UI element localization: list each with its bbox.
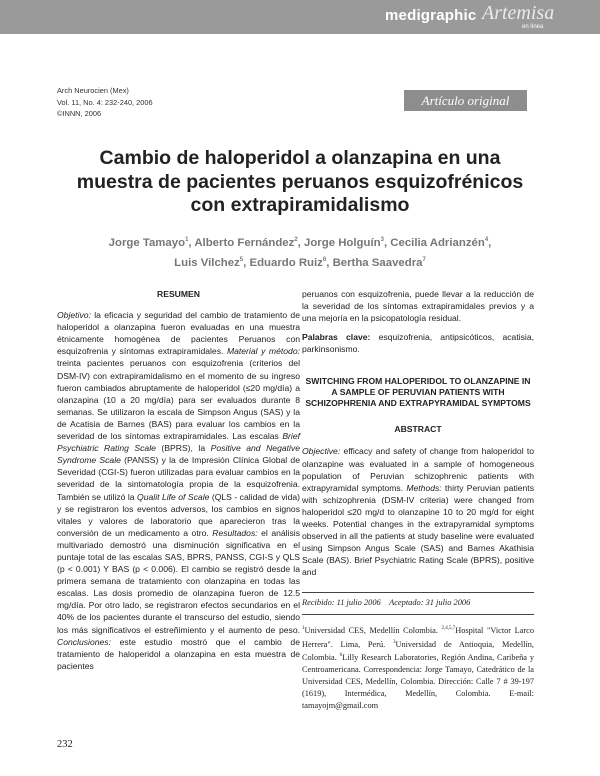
brand-script-logo: Artemisa <box>482 2 555 24</box>
resumen-column <box>57 288 300 672</box>
journal-name: Arch Neurocien (Mex) <box>57 86 129 95</box>
article-type-badge: Artículo original <box>404 90 527 111</box>
brand-logo-text: medigraphic <box>385 7 477 24</box>
author: Luis Vilchez$^5$, <box>174 257 250 270</box>
resumen-continuation: peruanos con esquizofrenia, puede llevar a la reducción de la severidad de los síntomas extrapiramidales previos y a una mejoría en la psicopatología residual. <box>302 289 534 324</box>
resumen-heading: RESUMEN <box>157 289 200 299</box>
author: Jorge Tamayo$^1$, <box>108 236 195 249</box>
divider-top <box>302 592 534 593</box>
author: Bertha Saavedra$^7$ <box>332 257 426 270</box>
received-dates: Recibido: 11 julio 2006 Aceptado: 31 julio 2006 <box>302 598 471 607</box>
page-number: 232 <box>57 739 73 750</box>
journal-meta <box>57 85 153 120</box>
author: Jorge Holguín$^3$, <box>304 236 391 249</box>
header-bar <box>0 0 600 34</box>
article-title: Cambio de haloperidol a olanzapina en una muestra de pacientes peruanos esquizofrénicos con extrapiramidalismo <box>76 147 524 216</box>
author: Cecilia Adrianzén$^4$, <box>390 236 492 249</box>
resumen-paragraph: Objetivo: la eficacia y seguridad del cambio de tratamiento de haloperidol a olanzapina fueron evaluadas en una muestra étnicamente homogénea de pacientes Peruanos con esquizofrenia y síntomas extrapiramidales. Material y método: treinta pacientes peruanos con esquizofrenia (criterios del DSM-IV) con extrapiramidalismo en el momento de su ingreso fueron cambiados abruptamente de haloperidol (≤20 mg/día) a olanzapina (10 a 20 mg/día) para ser evaluados durante 8 semanas. Se utilizaron la escala de Simpson Angus (SAS) y la de Acatisia de Barnes (BAS) para evaluar los cambios en la severidad de los síntomas extrapiramidales. Las escalas Brief Psychiatric Rating Scale (BPRS), la Positive and Negative Syndrome Scale (PANSS) y la de Impresión Clínica Global de Severidad (CGI-S) fueron utilizadas para evaluar cambios en la severidad de la sintomatología propia de la esquizofrenia. También se utilizó la Qualit Life of Scale (QLS - calidad de vida) y se registraron los eventos adversos, los cambios en signos vitales y valores de laboratorio que aparecieron tras la conversión de un medicamento a otro. Resultados: el análisis multivariado demostró una disminución significativa en el puntaje total de las escalas SAS, BPRS, PANSS, CGI-S y QLS (p < 0.001) Y BAS (p < 0.006). El cambio se registró desde la primera semana de tratamiento con olanzapina en todas las escalas. Las dosis promedio de olanzapina fueron de 12.5 mg/día. Por otro lado, se registraron efectos secundarios en el 40% de los pacientes durante el transcurso del estudio, siendo los más significativos el estreñimiento y el aumento de peso. Conclusiones: este estudio mostró que el cambio de tratamiento de haloperidol a olanzapina en esta muestra de pacientes <box>57 310 300 671</box>
journal-copyright: ©INNN, 2006 <box>57 109 102 119</box>
right-column <box>302 288 534 579</box>
author-list <box>60 232 540 273</box>
english-title: SWITCHING FROM HALOPERIDOL TO OLANZAPINE IN A SAMPLE OF PERUVIAN PATIENTS WITH SCHIZOPHRENIA AND EXTRAPYRAMIDAL SYMPTOMS <box>305 376 531 409</box>
keywords: Palabras clave: esquizofrenia, antipsicóticos, acatisia, parkinsonismo. <box>302 332 535 355</box>
affiliations: $^1$Universidad CES, Medellín Colombia. $^{2,4,5,7}$Hospital "Victor Larco Herrera". Lima, Perú. $^3$Universidad de Antioquia, Medellín, Colombia. $^6$Lilly Research Laboratories, Región Andina, Caribeña y Centroamericana. Correspondencia: Jorge Tamayo, Catedrático de la Universidad CES, Medellín, Colombia. Dirección: Calle 7 # 39-197 (1619), Intermédica, Medellín, Colombia. E-mail: tamayojm@gmail.com <box>302 625 534 710</box>
divider-bottom <box>302 614 534 615</box>
journal-volume: Vol. 11, No. 4: 232-240, 2006 <box>57 97 153 107</box>
abstract-paragraph: Objective: efficacy and safety of change from haloperidol to olanzapine was evaluated in a sample of homogeneous population of Peruvian schizophrenic patients with extrapyramidal symptoms. Methods: thirty Peruvian patients with schizophrenia (DSM-IV criteria) were changed from haloperidol ≤20 mg/d to olanzapine 10 to 20 mg/d for eight weeks. Potential changes in the extrapyramidal symptoms observed in all the patients at study baseline were evaluated using Simpson Angus Scale (SAS) and Barnes Akathisia Scale (BAS). Brief Psychiatric Rating Scale (BPRS), positive and <box>302 446 534 578</box>
author: Alberto Fernández$^2$, <box>194 236 305 249</box>
abstract-heading: ABSTRACT <box>394 424 442 435</box>
author: Eduardo Ruiz$^6$, <box>249 257 333 270</box>
brand-small-text: en línea <box>522 24 544 30</box>
